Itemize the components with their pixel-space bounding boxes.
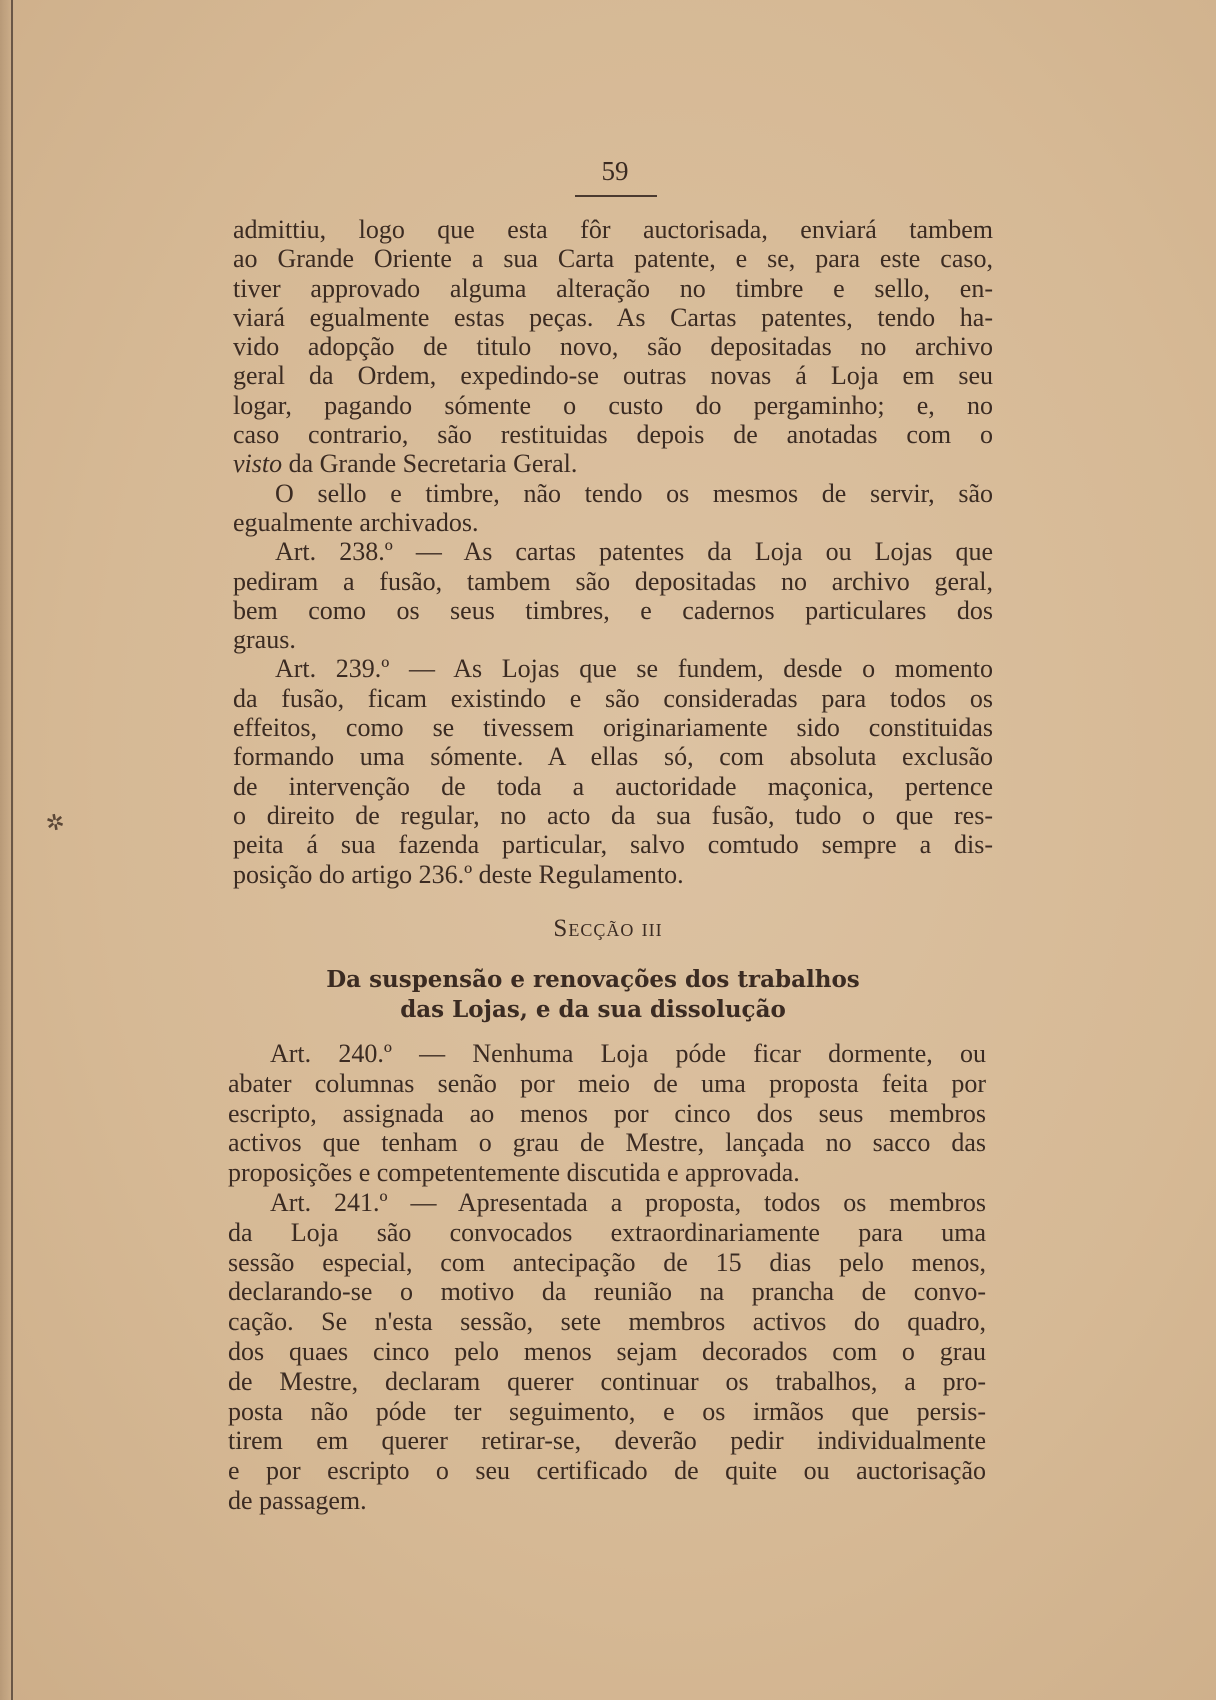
- text-line: [228, 1248, 986, 1278]
- text-line: [233, 274, 993, 303]
- line-text: logar, pagando sómente o custo do pergaminho; e, no: [233, 390, 993, 420]
- text-block-articles-237-239: [233, 215, 993, 889]
- line-text: peita á sua fazenda particular, salvo comtudo sempre a dis-: [233, 830, 993, 860]
- line-text: posição do artigo 236.º deste Regulamento.: [233, 859, 684, 889]
- line-text: formando uma sómente. A ellas só, com absoluta exclusão: [233, 742, 993, 772]
- line-text: escripto, assignada ao menos por cinco dos seus membros: [228, 1098, 986, 1128]
- text-line: [228, 1277, 986, 1307]
- line-text: o direito de regular, no acto da sua fusão, tudo o que res-: [233, 800, 993, 830]
- text-line: [233, 713, 993, 742]
- text-line: [233, 860, 993, 889]
- text-line: [233, 332, 993, 361]
- line-text: proposições e competentemente discutida e approvada.: [228, 1158, 800, 1188]
- text-line: [233, 244, 993, 273]
- text-line: [228, 1099, 986, 1129]
- text-line: [233, 742, 993, 771]
- text-line: [233, 567, 993, 596]
- page-number: 59: [601, 156, 629, 186]
- line-text: dos quaes cinco pelo menos sejam decorados com o grau: [228, 1336, 986, 1366]
- text-line: [233, 420, 993, 449]
- text-line: [228, 1337, 986, 1367]
- line-text: de Mestre, declaram querer continuar os trabalhos, a pro-: [228, 1366, 986, 1396]
- text-block-articles-240-241: [228, 1039, 986, 1516]
- line-text: viará egualmente estas peças. As Cartas patentes, tendo ha-: [233, 302, 993, 332]
- line-text: vido adopção de titulo novo, são depositadas no archivo: [233, 332, 993, 362]
- text-line: [233, 391, 993, 420]
- line-text: O sello e timbre, não tendo os mesmos de servir, são: [275, 478, 993, 508]
- line-text: pediram a fusão, tambem são depositadas no archivo geral,: [233, 566, 993, 596]
- text-line: [228, 1039, 986, 1069]
- text-line: [228, 1128, 986, 1158]
- text-line: [233, 830, 993, 859]
- line-text: declarando-se o motivo da reunião na prancha de convo-: [228, 1277, 986, 1307]
- line-text: da Grande Secretaria Geral.: [282, 449, 578, 479]
- line-text: Art. 241.º — Apresentada a proposta, todos os membros: [270, 1187, 986, 1217]
- line-text: ao Grande Oriente a sua Carta patente, e se, para este caso,: [233, 244, 993, 274]
- section-heading-line-1: Da suspensão e renovações dos trabalhos: [326, 966, 860, 993]
- line-text: posta não póde ter seguimento, e os irmãos que persis-: [228, 1396, 986, 1426]
- text-line: [233, 303, 993, 332]
- text-line: [233, 654, 993, 683]
- text-line: [233, 449, 993, 478]
- text-line: [228, 1158, 986, 1188]
- line-text: e por escripto o seu certificado de quite ou auctorisação: [228, 1456, 986, 1486]
- line-text: de intervenção de toda a auctoridade maçonica, pertence: [233, 771, 993, 801]
- line-text: activos que tenham o grau de Mestre, lançada no sacco das: [228, 1128, 986, 1158]
- line-text: graus.: [233, 625, 296, 655]
- text-line: [233, 801, 993, 830]
- text-line: [233, 537, 993, 566]
- text-line: [233, 625, 993, 654]
- line-text: tiver approvado alguma alteração no timbre e sello, en-: [233, 273, 993, 303]
- margin-ornament-icon: ✲: [43, 808, 67, 837]
- text-line: [233, 361, 993, 390]
- line-text: Art. 240.º — Nenhuma Loja póde ficar dormente, ou: [270, 1039, 986, 1068]
- line-text: caso contrario, são restituidas depois de anotadas com o: [233, 420, 993, 450]
- text-line: [233, 684, 993, 713]
- line-text: admittiu, logo que esta fôr auctorisada, enviará tambem: [233, 215, 993, 244]
- line-text: tirem em querer retirar-se, deverão pedir individualmente: [228, 1426, 986, 1456]
- line-text: da fusão, ficam existindo e são consideradas para todos os: [233, 683, 993, 713]
- italic-word: visto: [233, 449, 283, 479]
- text-line: [228, 1069, 986, 1099]
- line-text: abater columnas senão por meio de uma proposta feita por: [228, 1068, 986, 1098]
- section-heading-line-2: das Lojas, e da sua dissolução: [400, 996, 786, 1023]
- text-line: [233, 596, 993, 625]
- line-text: cação. Se n'esta sessão, sete membros activos do quadro,: [228, 1307, 986, 1337]
- text-line: [233, 772, 993, 801]
- text-line: [228, 1188, 986, 1218]
- text-line: [233, 215, 993, 244]
- text-line: [228, 1397, 986, 1427]
- text-line: [228, 1218, 986, 1248]
- line-text: Art. 239.º — As Lojas que se fundem, desde o momento: [275, 654, 993, 684]
- line-text: da Loja são convocados extraordinariamente para uma: [228, 1217, 986, 1247]
- binding-line: [11, 0, 13, 1700]
- line-text: bem como os seus timbres, e cadernos particulares dos: [233, 595, 993, 625]
- text-line: [228, 1367, 986, 1397]
- line-text: egualmente archivados.: [233, 507, 479, 537]
- text-line: [228, 1456, 986, 1486]
- text-line: [233, 479, 993, 508]
- text-line: [233, 508, 993, 537]
- line-text: sessão especial, com antecipação de 15 dias pelo menos,: [228, 1247, 986, 1277]
- page-number-rule: [575, 195, 657, 197]
- section-label: Secção iii: [553, 915, 663, 942]
- line-text: effeitos, como se tivessem originariamente sido constituidas: [233, 713, 993, 743]
- text-line: [228, 1426, 986, 1456]
- line-text: geral da Ordem, expedindo-se outras novas á Loja em seu: [233, 361, 993, 391]
- text-line: [228, 1486, 986, 1516]
- text-line: [228, 1307, 986, 1337]
- line-text: de passagem.: [228, 1485, 367, 1515]
- line-text: Art. 238.º — As cartas patentes da Loja ou Lojas que: [275, 537, 993, 567]
